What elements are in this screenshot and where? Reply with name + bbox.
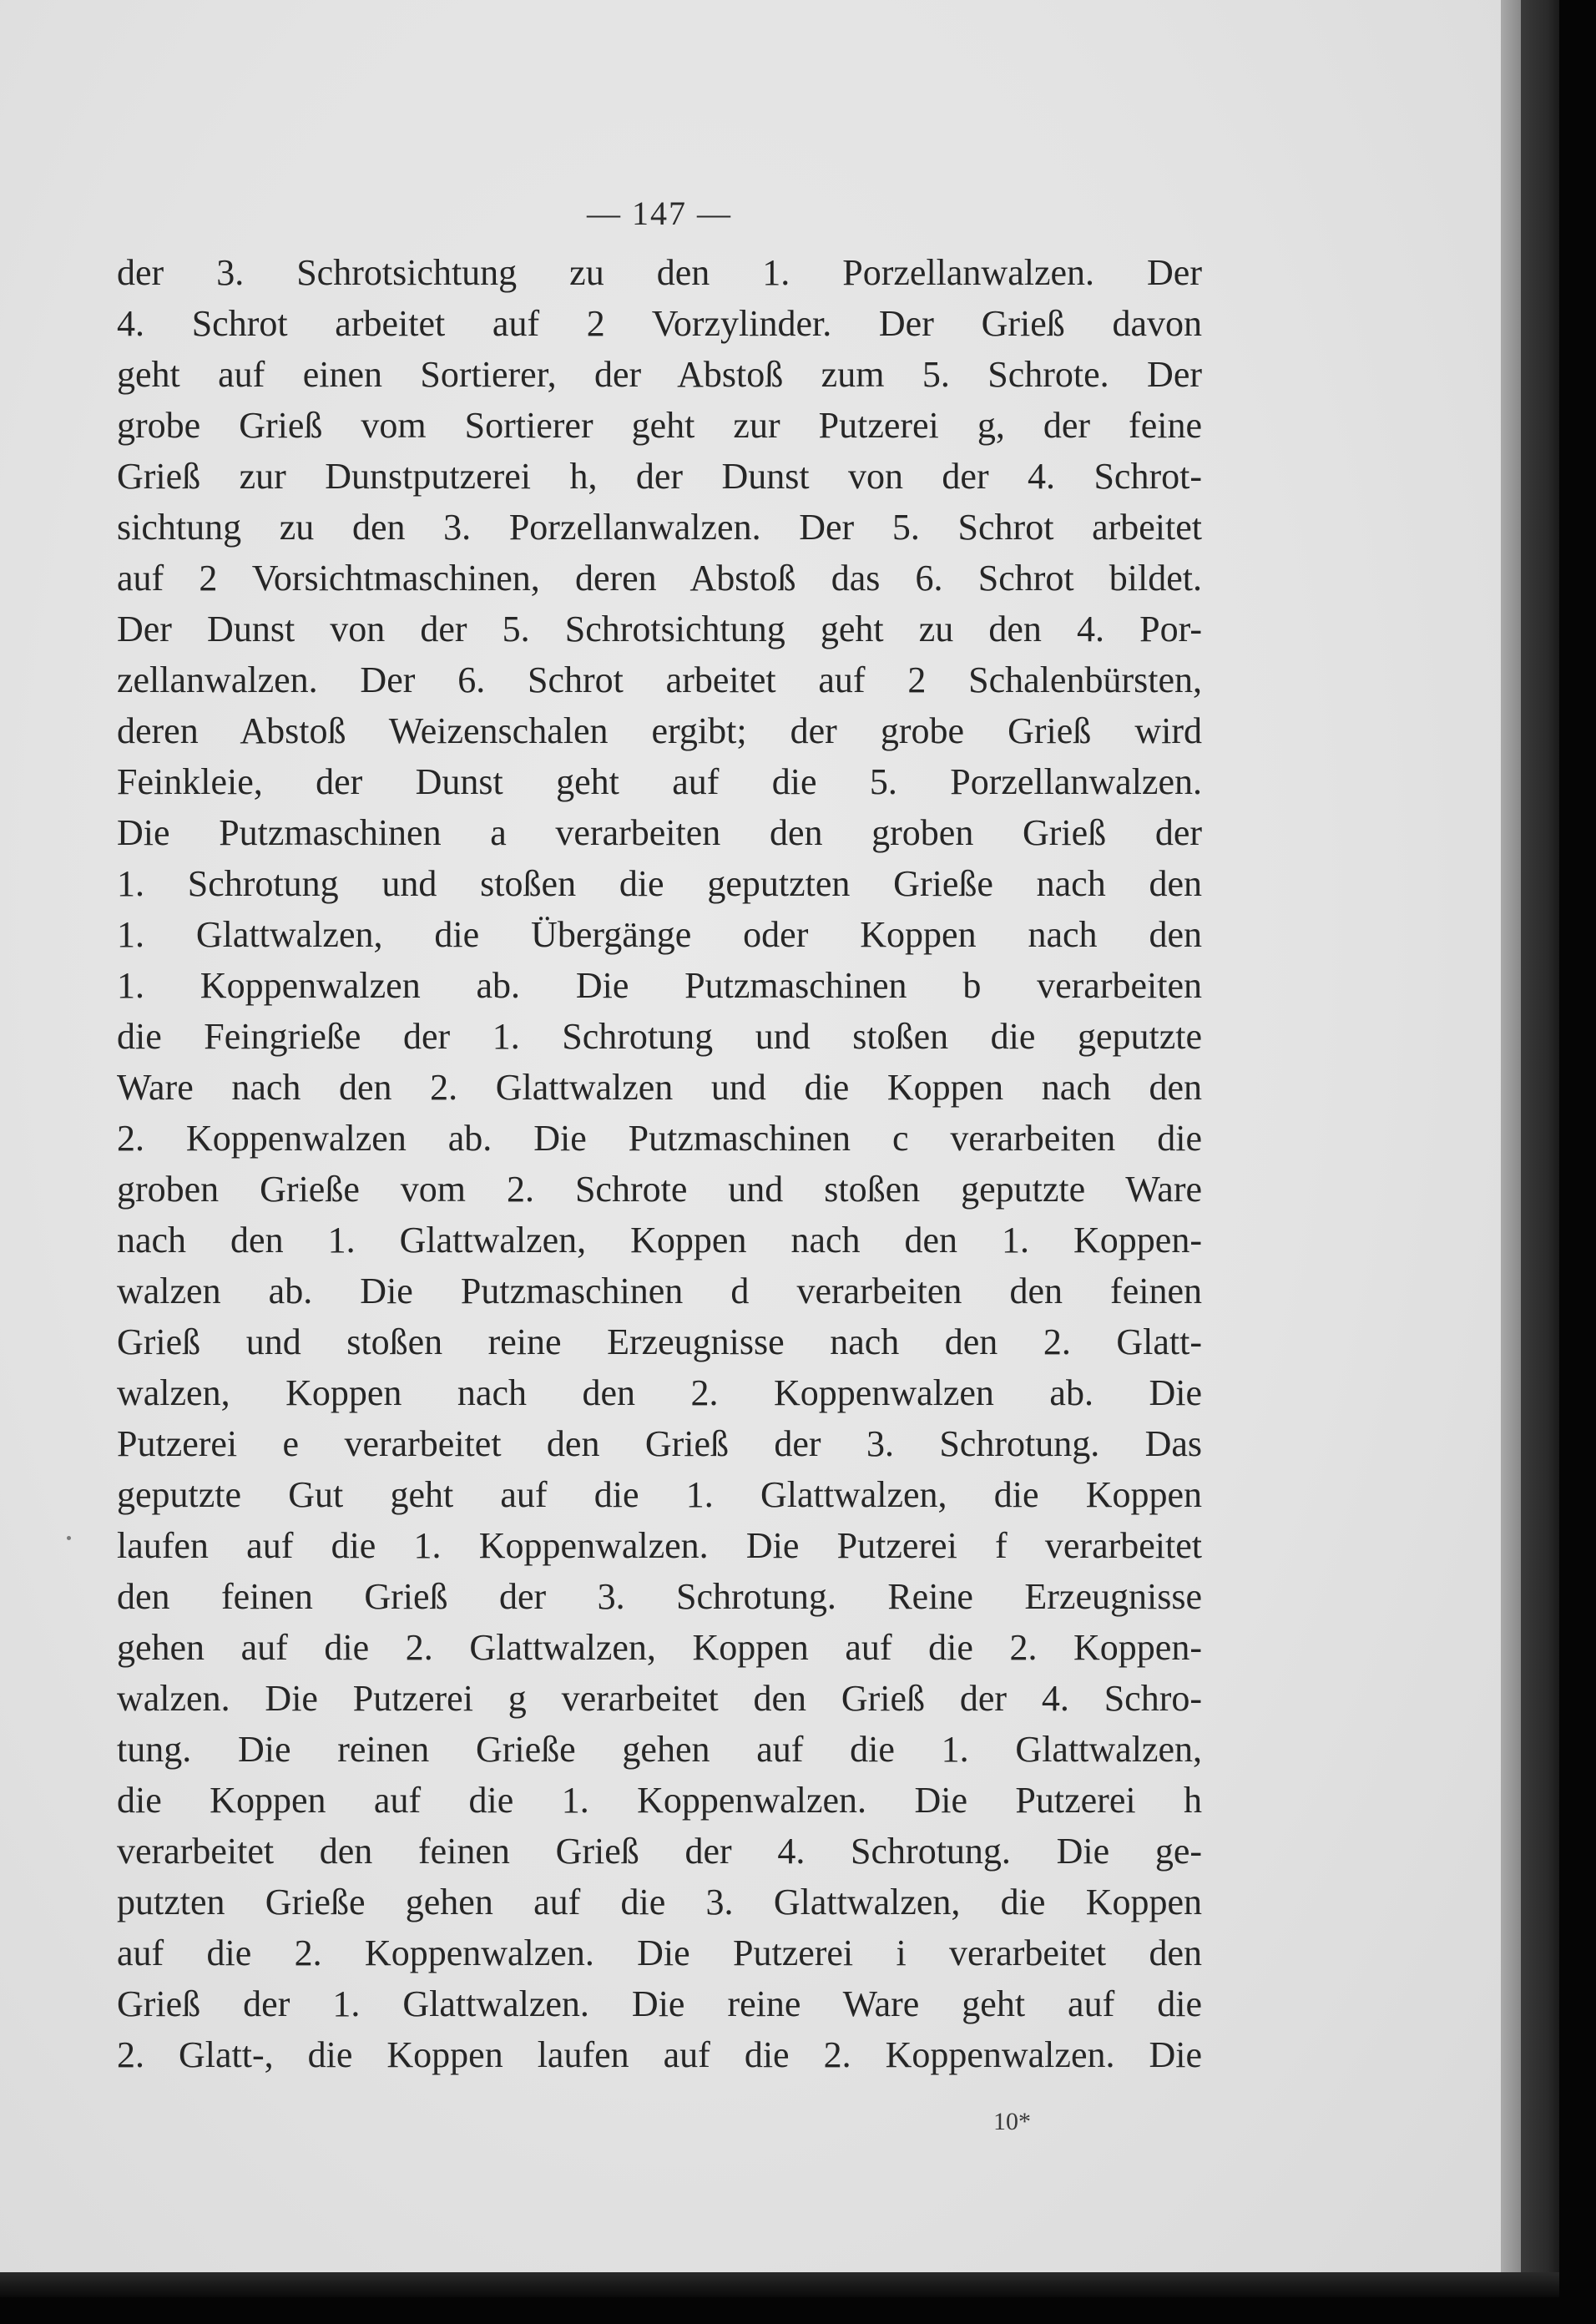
text-line: Der Dunst von der 5. Schrotsichtung geht zu den 4. Por- [117, 609, 1202, 649]
text-line: Feinkleie, der Dunst geht auf die 5. Porzellanwalzen. [117, 761, 1202, 802]
text-line: Ware nach den 2. Glattwalzen und die Koppen nach den [117, 1067, 1202, 1108]
text-line: Putzerei e verarbeitet den Grieß der 3. Schrotung. Das [117, 1423, 1202, 1464]
signature-mark: 10* [993, 2108, 1031, 2135]
text-line: walzen ab. Die Putzmaschinen d verarbeiten den feinen [117, 1271, 1202, 1311]
text-line: geputzte Gut geht auf die 1. Glattwalzen, die Koppen [117, 1474, 1202, 1515]
book-spine-shadow [1521, 0, 1559, 2287]
text-line: zellanwalzen. Der 6. Schrot arbeitet auf 2 Schalenbürsten, [117, 659, 1202, 700]
bottom-shadow [0, 2272, 1559, 2297]
text-line: grobe Grieß vom Sortierer geht zur Putzerei g, der feine [117, 405, 1202, 446]
text-line: laufen auf die 1. Koppenwalzen. Die Putzerei f verarbeitet [117, 1525, 1202, 1566]
text-line: Grieß und stoßen reine Erzeugnisse nach den 2. Glatt- [117, 1321, 1202, 1362]
text-line: walzen, Koppen nach den 2. Koppenwalzen ab. Die [117, 1372, 1202, 1413]
scan-speck [67, 1536, 71, 1540]
text-line: auf 2 Vorsichtmaschinen, deren Abstoß das 6. Schrot bildet. [117, 558, 1202, 599]
text-line: 1. Koppenwalzen ab. Die Putzmaschinen b verarbeiten [117, 965, 1202, 1006]
text-line: verarbeitet den feinen Grieß der 4. Schrotung. Die ge- [117, 1831, 1202, 1872]
text-line: 1. Glattwalzen, die Übergänge oder Koppen nach den [117, 914, 1202, 955]
text-line: die Koppen auf die 1. Koppenwalzen. Die Putzerei h [117, 1780, 1202, 1821]
text-line: tung. Die reinen Grieße gehen auf die 1. Glattwalzen, [117, 1729, 1202, 1770]
page-edge [1501, 0, 1521, 2272]
text-line: sichtung zu den 3. Porzellanwalzen. Der 5. Schrot arbeitet [117, 507, 1202, 548]
text-line: der 3. Schrotsichtung zu den 1. Porzellanwalzen. Der [117, 252, 1202, 293]
text-line: den feinen Grieß der 3. Schrotung. Reine Erzeugnisse [117, 1576, 1202, 1617]
page-number-header: — 147 — [587, 195, 732, 232]
text-line: geht auf einen Sortierer, der Abstoß zum 5. Schrote. Der [117, 354, 1202, 395]
text-line: Grieß zur Dunstputzerei h, der Dunst von der 4. Schrot- [117, 456, 1202, 497]
text-line: groben Grieße vom 2. Schrote und stoßen geputzte Ware [117, 1169, 1202, 1210]
body-text [117, 247, 1202, 2080]
text-line: 1. Schrotung und stoßen die geputzten Grieße nach den [117, 863, 1202, 904]
text-line: walzen. Die Putzerei g verarbeitet den Grieß der 4. Schro- [117, 1678, 1202, 1719]
text-line: Grieß der 1. Glattwalzen. Die reine Ware geht auf die [117, 1983, 1202, 2024]
text-line: auf die 2. Koppenwalzen. Die Putzerei i verarbeitet den [117, 1932, 1202, 1973]
text-line: 4. Schrot arbeitet auf 2 Vorzylinder. Der Grieß davon [117, 303, 1202, 344]
text-line: nach den 1. Glattwalzen, Koppen nach den 1. Koppen- [117, 1220, 1202, 1261]
text-line: gehen auf die 2. Glattwalzen, Koppen auf die 2. Koppen- [117, 1627, 1202, 1668]
text-line: 2. Koppenwalzen ab. Die Putzmaschinen c verarbeiten die [117, 1118, 1202, 1159]
text-line: deren Abstoß Weizenschalen ergibt; der grobe Grieß wird [117, 710, 1202, 751]
text-line: die Feingrieße der 1. Schrotung und stoßen die geputzte [117, 1016, 1202, 1057]
text-line: putzten Grieße gehen auf die 3. Glattwalzen, die Koppen [117, 1882, 1202, 1922]
text-line: 2. Glatt-, die Koppen laufen auf die 2. Koppenwalzen. Die [117, 2034, 1202, 2075]
text-line: Die Putzmaschinen a verarbeiten den groben Grieß der [117, 812, 1202, 853]
